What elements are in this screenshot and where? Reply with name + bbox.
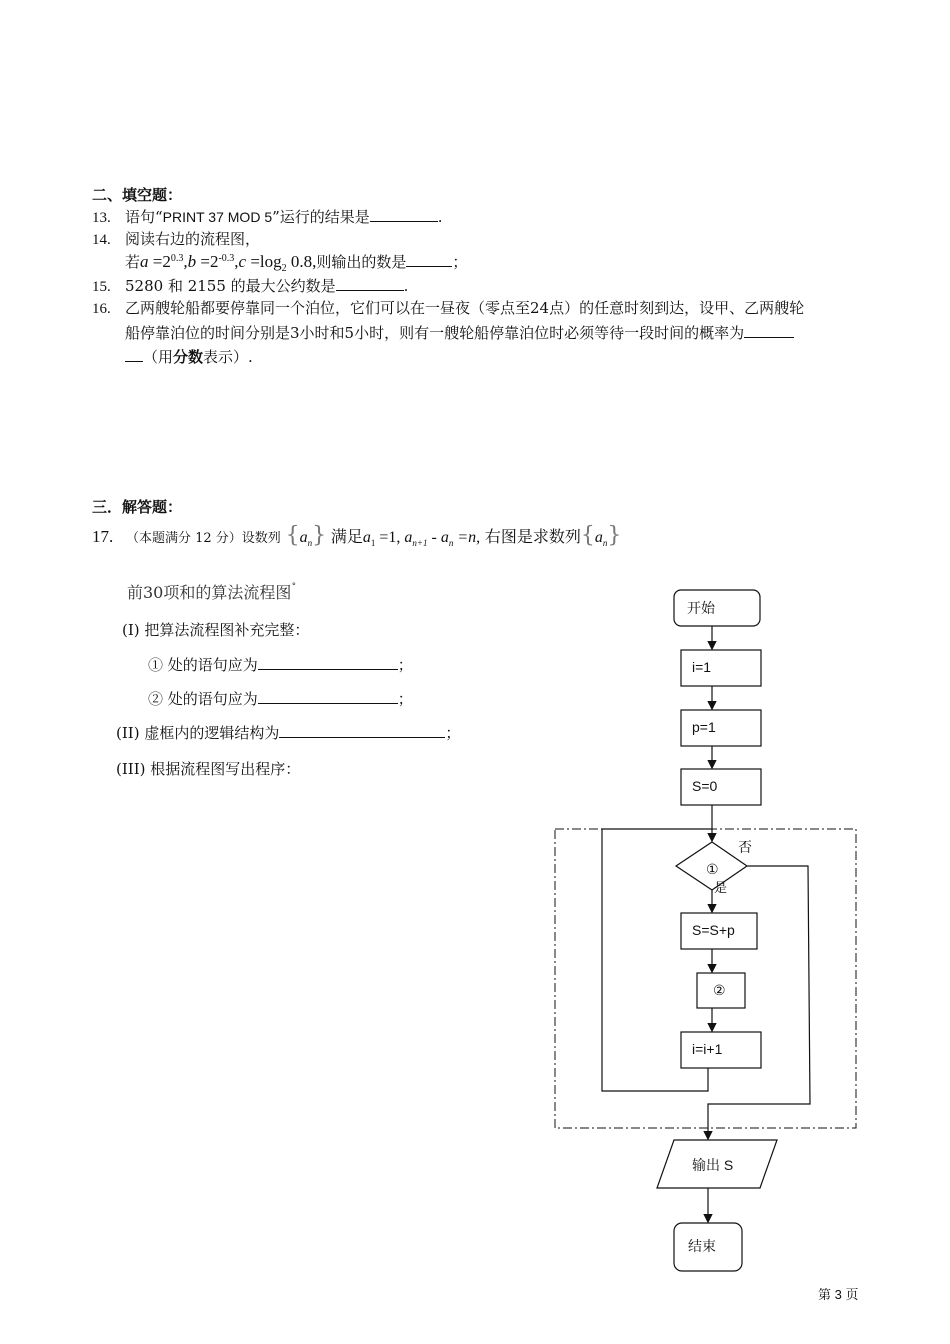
q14-end: ； [452,253,468,271]
s-update-label: S=S+p [692,922,735,938]
q16-line2: 船停靠泊位的时间分别是3小时和5小时，则有一艘轮船停靠泊位时必须等待一段时间的概率为 [125,324,745,342]
q14-b: ,b [183,252,197,271]
q14-post: 则输出的数是 [316,253,407,271]
q17-an-2: a [594,529,603,546]
question-number: 15. [92,279,111,295]
q17-an: a [299,529,308,546]
q17-line2-mark: ˚ [291,583,297,595]
page-number: 第 3 页 [818,1287,859,1302]
q17-cond-eq2: =n, [453,529,481,546]
q17-cond-a1: a [362,529,371,546]
q17-line2: 前30项和的算法流程图 [127,583,292,602]
semicolon: ； [397,656,413,674]
yes-label: 是 [714,881,728,896]
no-label: 否 [738,840,752,856]
q17-part1a-label: ① 处的语句应为 [148,656,258,674]
q14-line1: 阅读右边的流程图， [125,230,261,248]
q16-line3-bold: 分数 [173,348,204,366]
q17-an-sub-2: n [602,538,608,548]
q14-eq1: =2 [148,252,171,271]
q17-cond-post: 右图是求数列 [484,527,581,546]
q14-exp1: 0.3 [170,253,184,264]
s-init-label: S=0 [692,778,718,794]
q17-cond-pre: 满足 [330,527,363,546]
q15-end: . [403,277,409,295]
q17-part1b-label: ② 处的语句应为 [148,690,258,708]
q14-a: a [140,252,149,271]
q17-cond-a2: a [404,529,413,546]
q14-eq2: =2 [196,252,219,271]
q14-pre: 若 [125,253,141,271]
q14-eq3: =log [246,252,282,271]
p-init-label: p=1 [692,719,716,735]
q14-exp2: -0.3 [218,253,235,264]
q14-c: ,c [234,252,247,271]
q17-part1: (I) 把算法流程图补充完整： [122,621,310,639]
brace-right: } [312,523,327,548]
q13-pre: 语句“ [125,208,163,226]
question-number: 17. [92,527,114,546]
q17-cond-a3: a [440,529,449,546]
q13-end: . [437,208,443,226]
section3-title: 三．解答题： [92,499,183,516]
blank2-label: ② [713,982,726,998]
q16-line3-post: 表示）. [203,348,253,366]
q17-part3: (III) 根据流程图写出程序： [116,760,301,778]
q13-code: PRINT 37 MOD 5 [162,209,273,225]
semicolon: ； [397,690,413,708]
q17-head: （本题满分 12 分）设数列 [126,531,281,546]
brace-left: { [580,523,595,548]
end-label: 结束 [688,1238,716,1254]
i-update-label: i=i+1 [692,1041,723,1057]
q17-an-sub: n [307,538,313,548]
q17-cond-minus: - [427,529,441,546]
brace-right: } [607,523,622,548]
start-label: 开始 [687,600,715,616]
q16-line3-pre: （用 [143,348,174,366]
question-number: 13. [92,210,111,226]
brace-left: { [285,523,300,548]
i-init-label: i=1 [692,659,712,675]
q14-arg: 0.8, [286,252,317,271]
question-number: 16. [92,301,111,317]
q17-cond-sub1: 1 [370,538,376,548]
q17-cond-eq1: =1, [375,529,405,546]
question-number: 14. [92,232,111,248]
q17-cond-sub3: n [448,538,454,548]
q13-post: ”运行的结果是 [272,208,370,226]
q16-line1: 乙两艘轮船都要停靠同一个泊位，它们可以在一昼夜（零点至24点）的任意时刻到达，设甲、乙两艘轮 [125,299,805,317]
q17-part2-label: (II) 虚框内的逻辑结构为 [116,724,280,742]
q14-sub: 2 [281,263,287,274]
condition-label: ① [706,861,719,877]
output-label: 输出 S [692,1157,734,1173]
section2-title: 二、填空题： [92,187,183,204]
semicolon: ； [445,724,461,742]
q17-cond-sub2: n+1 [412,538,428,548]
q15-text: 5280 和 2155 的最大公约数是 [125,277,336,295]
